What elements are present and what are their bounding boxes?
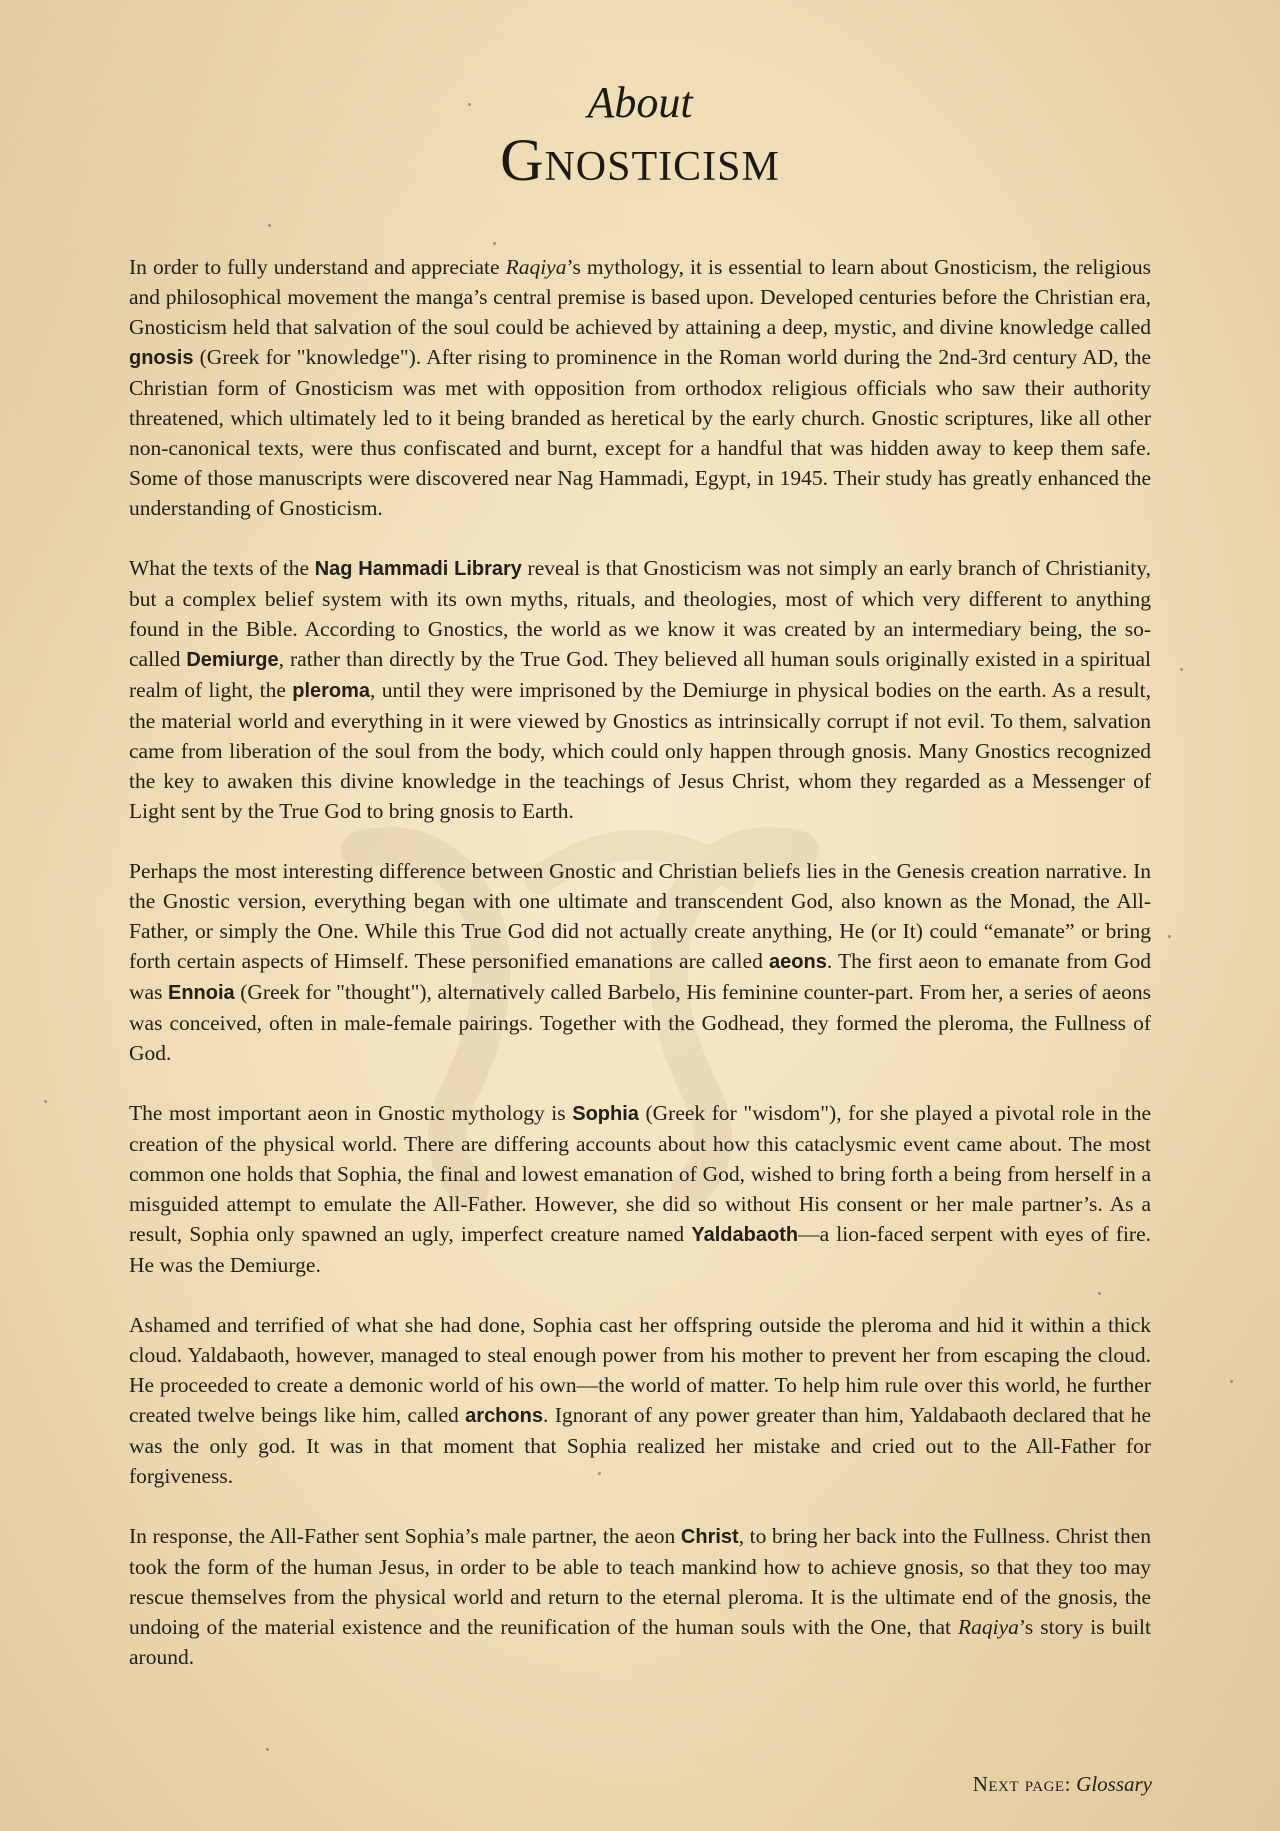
text-run: Perhaps the most interesting difference between Gnostic and Christian beliefs lies in the Genesis creation narrative. In the Gnostic version, everything began with one ultimate and transcendent God, also known as the Monad, the All-Father, or simply the One. While this True God did not actually create anything, He (or It) could “emanate” or bring forth certain aspects of Himself. These personified emanations are called — [129, 859, 1151, 973]
title-about: About — [587, 78, 693, 127]
text-run: In response, the All-Father sent Sophia’s male partner, the aeon — [129, 1524, 681, 1548]
text-run: —a lion-faced serpent with eyes of fire. He was the Demiurge. — [129, 1222, 1152, 1277]
text-run: , rather than directly by the True God. They believed all human souls originally existed in a spiritual realm of light, the — [129, 647, 1151, 702]
text-run: The most important aeon in Gnostic mythology is — [129, 1101, 573, 1125]
next-page-target: Glossary — [1076, 1772, 1152, 1796]
text-run: , to bring her back into the Fullness. Christ then took the form of the human Jesus, in order to be able to teach mankind how to achieve gnosis, so that they too may rescue themselves from the physical world and return to the eternal pleroma. It is the ultimate end of the gnosis, the undoing of the material existence and the reunification of the human souls with the One, that — [129, 1524, 1151, 1639]
article-body — [129, 252, 1151, 1702]
text-run: ’s mythology, it is essential to learn about Gnosticism, the religious and philosophical movement the manga’s central premise is based upon. Developed centuries before the Christian era, Gnosticism held that salvation of the soul could be achieved by attaining a deep, mystic, and divine knowledge called — [129, 255, 1151, 339]
text-run: , until they were imprisoned by the Demiurge in physical bodies on the earth. As a result, the material world and everything in it were viewed by Gnostics as intrinsically corrupt if not evil. To them, salvation came from liberation of the soul from the body, which could only happen through gnosis. Many Gnostics recognized the key to awaken this divine knowledge in the teachings of Jesus Christ, whom they regarded as a Messenger of Light sent by the True God to bring gnosis to Earth. — [129, 678, 1151, 823]
text-run: (Greek for "wisdom"), for she played a pivotal role in the creation of the physical world. There are differing accounts about how this cataclysmic event came about. The most common one holds that Sophia, the final and lowest emanation of God, wished to bring forth a being from herself in a misguided attempt to emulate the All-Father. However, she did so without His consent or her male partner’s. As a result, Sophia only spawned an ugly, imperfect creature named — [129, 1101, 1151, 1246]
bold-term: aeons — [769, 951, 827, 973]
italic-title: Raqiya — [505, 255, 567, 279]
bold-term: Yaldabaoth — [691, 1224, 799, 1246]
paragraph-5 — [129, 1310, 1151, 1491]
bold-term: pleroma — [292, 680, 371, 702]
text-run: (Greek for "knowledge"). After rising to prominence in the Roman world during the 2nd-3rd century AD, the Christian form of Gnosticism was met with opposition from orthodox religious officials who saw their authority threatened, which ultimately led to it being branded as heretical by the early church. Gnostic scriptures, like all other non-canonical texts, were thus confiscated and burnt, except for a handful that was hidden away to keep them safe. Some of those manuscripts were discovered near Nag Hammadi, Egypt, in 1945. Their study has greatly enhanced the understanding of Gnosticism. — [129, 345, 1151, 520]
italic-title: Raqiya — [958, 1615, 1019, 1639]
bold-term: gnosis — [129, 347, 194, 369]
paragraph-6 — [129, 1521, 1151, 1672]
bold-term: Christ — [680, 1526, 739, 1548]
bold-term: Nag Hammadi Library — [314, 558, 522, 580]
text-run: . The first aeon to emanate from God was — [129, 949, 1151, 1004]
paragraph-2 — [129, 553, 1151, 826]
next-page-link[interactable] — [973, 1772, 1152, 1797]
paragraph-3 — [129, 856, 1151, 1068]
title-gnosticism: Gnosticism — [500, 127, 780, 193]
paragraph-4 — [129, 1098, 1151, 1280]
bold-term: Demiurge — [186, 649, 279, 671]
paragraph-1 — [129, 252, 1151, 523]
next-page-label: Next page: — [972, 1772, 1071, 1796]
text-run: In order to fully understand and appreciate — [129, 255, 506, 279]
text-run: What the texts of the — [129, 556, 315, 580]
text-run: ’s story is built around. — [129, 1615, 1151, 1669]
text-run: (Greek for "thought"), alternatively called Barbelo, His feminine counter-part. From her, a series of aeons was conceived, often in male-female pairings. Together with the Godhead, they formed the pleroma, the Fullness of God. — [129, 980, 1152, 1065]
bold-term: archons — [465, 1405, 543, 1427]
text-run: Ashamed and terrified of what she had done, Sophia cast her offspring outside the pleroma and hid it within a thick cloud. Yaldabaoth, however, managed to steal enough power from his mother to prevent her from escaping the cloud. He proceeded to create a demonic world of his own—the world of matter. To help him rule over this world, he further created twelve beings like him, called — [129, 1313, 1151, 1427]
text-run: . Ignorant of any power greater than him, Yaldabaoth declared that he was the only god. It was in that moment that Sophia realized her mistake and cried out to the All-Father for forgiveness. — [129, 1403, 1152, 1488]
page-title — [0, 78, 1280, 192]
bold-term: Ennoia — [168, 982, 235, 1004]
bold-term: Sophia — [572, 1103, 639, 1125]
text-run: reveal is that Gnosticism was not simply an early branch of Christianity, but a complex belief system with its own myths, rituals, and theologies, most of which very different to anything found in the Bible. According to Gnostics, the world as we know it was created by an intermediary being, the so-called — [129, 556, 1151, 671]
